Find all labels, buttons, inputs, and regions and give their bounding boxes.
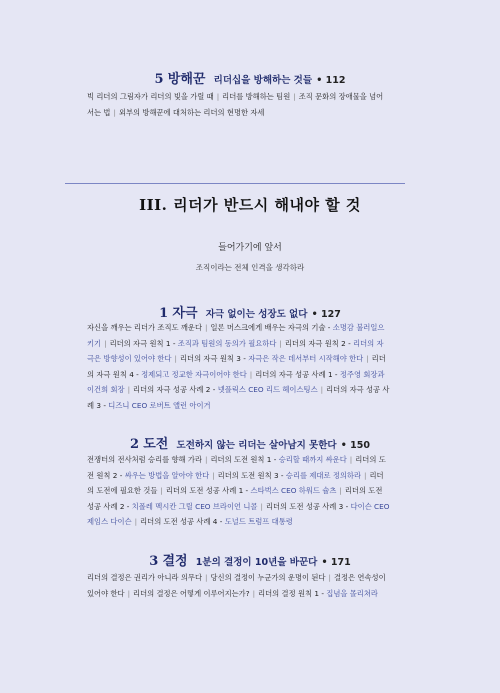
chapter-title: 결정	[162, 554, 188, 569]
section-detail: 정제되고 정교한 자극이어야 한다	[141, 369, 247, 379]
section-entry[interactable]	[140, 517, 293, 526]
separator: |	[328, 573, 331, 582]
section-label: 리더의 자극 원칙 3 -	[179, 354, 249, 363]
section-label: 결정은 연속성이 있어야 한다	[87, 573, 386, 598]
chapter-5-sections	[87, 89, 390, 120]
section-label: 리더의 결정 원칙 1 -	[258, 588, 327, 598]
section-entry[interactable]	[218, 471, 361, 480]
section-label: 리더의 도전 원칙 1 -	[210, 455, 279, 464]
section-detail: 자극은 작은 데서부터 시작해야 한다	[248, 354, 364, 363]
chapter-2-sections	[87, 452, 390, 530]
section-label: 리더의 자극 원칙 4 -	[87, 354, 386, 379]
section-label: 리더의 결정은 어떻게 이루어지는가?	[133, 588, 250, 598]
separator: |	[249, 369, 253, 379]
separator: |	[252, 588, 256, 598]
separator: |	[104, 338, 107, 348]
chapter-3-sections	[87, 570, 390, 601]
section-entry[interactable]	[87, 92, 214, 101]
page-number: • 127	[311, 309, 341, 320]
section-detail: 치폴레 멕시칸 그릴 CEO 브라이언 니콜	[131, 501, 258, 511]
section-label: 리더의 자극 원칙 2 -	[284, 338, 354, 348]
section-label: 리더의 도전 원칙 3 -	[217, 470, 286, 480]
section-label: 리더의 도전 성공 사례 2 -	[87, 486, 383, 511]
section-detail: 정주영 회장과 이건희 회장	[87, 369, 385, 394]
section-label: 조직 문화의 장애물을 넘어서는 법	[87, 92, 384, 117]
section-entry[interactable]	[133, 589, 250, 598]
section-label: 리더의 도전 성공 사례 4 -	[140, 517, 225, 526]
section-label: 리더의 자극 성공 사례 2 -	[133, 385, 218, 394]
intro-title: 들어가기에 앞서	[218, 243, 282, 253]
section-detail: 넷플릭스 CEO 리드 헤이스팅스	[217, 385, 318, 394]
section-entry[interactable]	[210, 455, 346, 464]
separator: |	[127, 588, 131, 598]
chapter-number: 1	[159, 306, 169, 321]
section-detail: 소명감 불러일으키기	[87, 323, 385, 348]
section-label: 외부의 방해꾼에 대처하는 리더의 현명한 자세	[118, 107, 265, 117]
separator: |	[205, 573, 208, 582]
separator: |	[113, 107, 116, 117]
chapter-title: 방해꾼	[167, 72, 206, 87]
separator: |	[349, 455, 353, 464]
chapter-number: 5	[154, 72, 164, 87]
chapter-subtitle: 1분의 결정이 10년을 바꾼다	[195, 557, 318, 568]
section-entry[interactable]	[258, 589, 378, 598]
separator: |	[205, 323, 208, 332]
section-detail: 디즈니 CEO 로버트 앨런 아이거	[108, 400, 211, 410]
section-detail: 승리를 제대로 정의하라	[285, 470, 362, 480]
chapter-1-sections	[87, 320, 390, 413]
section-entry[interactable]	[87, 573, 202, 582]
chapter-subtitle: 도전하지 않는 리더는 살아남지 못한다	[176, 440, 337, 451]
part-title: III. 리더가 반드시 해내야 할 것	[139, 196, 361, 214]
section-label: 리더의 자극 성공 사례 1 -	[255, 369, 340, 379]
chapter-subtitle: 리더십을 방해하는 것들	[213, 75, 313, 86]
section-entry[interactable]	[166, 486, 337, 495]
section-entry[interactable]	[210, 573, 325, 582]
section-entry[interactable]	[133, 385, 318, 394]
section-entry[interactable]	[180, 354, 363, 363]
section-detail: 도널드 트럼프 대통령	[224, 517, 293, 526]
section-label: 자신을 깨우는 리더가 조직도 깨운다	[87, 323, 203, 332]
chapter-number: 2	[129, 437, 140, 452]
chapter-1-heading	[0, 302, 500, 321]
section-detail: 조직과 팀원의 동의가 필요하다	[177, 338, 277, 348]
section-label: 리더의 자극 성공 사례 3 -	[87, 385, 390, 410]
page-number: • 150	[340, 440, 370, 451]
section-entry[interactable]	[87, 323, 202, 332]
separator: |	[364, 470, 367, 480]
separator: |	[212, 470, 215, 480]
section-label: 리더의 도전에 필요한 것들	[87, 470, 384, 495]
separator: |	[216, 92, 220, 101]
section-detail: 승리할 때까지 싸운다	[278, 455, 347, 464]
chapter-title: 자극	[172, 306, 198, 321]
section-label: 전쟁터의 전사처럼 승리를 향해 가라	[87, 455, 203, 464]
section-label: 리더의 도전 성공 사례 1 -	[165, 486, 251, 495]
section-label: 빅 리더의 그림자가 리더의 빛을 가릴 때	[87, 92, 214, 101]
separator: |	[134, 517, 138, 526]
section-entry[interactable]	[87, 455, 202, 464]
separator: |	[127, 385, 131, 394]
separator: |	[279, 338, 282, 348]
chapter-title: 도전	[143, 437, 169, 452]
separator: |	[339, 486, 342, 495]
section-label: 일론 머스크에게 배우는 자극의 기술 -	[210, 323, 333, 332]
separator: |	[260, 501, 263, 511]
separator: |	[160, 486, 163, 495]
separator: |	[366, 354, 369, 363]
section-entry[interactable]	[110, 339, 277, 348]
section-label: 리더의 결정은 권리가 아니라 의무다	[87, 573, 203, 582]
separator: |	[293, 92, 296, 101]
section-label: 리더의 자극 원칙 1 -	[109, 338, 178, 348]
section-entry[interactable]	[222, 92, 290, 101]
section-label: 리더를 방해하는 팀원	[222, 92, 291, 101]
chapter-2-heading	[0, 433, 500, 452]
chapter-3-heading	[0, 550, 500, 569]
section-detail: 싸우는 방법을 알아야 한다	[124, 470, 210, 480]
section-label: 리더의 도전 성공 사례 3 -	[265, 501, 351, 511]
chapter-number: 3	[149, 554, 159, 569]
section-entry[interactable]	[119, 108, 265, 117]
intro-subtitle: 조직이라는 전체 인격을 생각하라	[195, 263, 305, 272]
page-number: • 112	[316, 75, 346, 86]
chapter-subtitle: 자극 없이는 성장도 없다	[205, 309, 308, 320]
separator: |	[174, 354, 177, 363]
section-detail: 집념을 몰리쳐라	[326, 588, 378, 598]
divider	[65, 183, 405, 184]
separator: |	[320, 385, 324, 394]
section-detail: 다이슨 CEO 제임스 다이슨	[87, 501, 390, 526]
section-label: 리더의 도전 원칙 2 -	[87, 455, 386, 480]
section-detail: 스타벅스 CEO 하워드 슐츠	[250, 486, 337, 495]
chapter-5-heading	[0, 68, 500, 87]
page-number: • 171	[321, 557, 351, 568]
separator: |	[205, 455, 208, 464]
section-detail: 리더의 자극은 방향성이 있어야 한다	[87, 338, 384, 363]
section-label: 당신의 결정이 누군가의 운명이 된다	[210, 573, 326, 582]
